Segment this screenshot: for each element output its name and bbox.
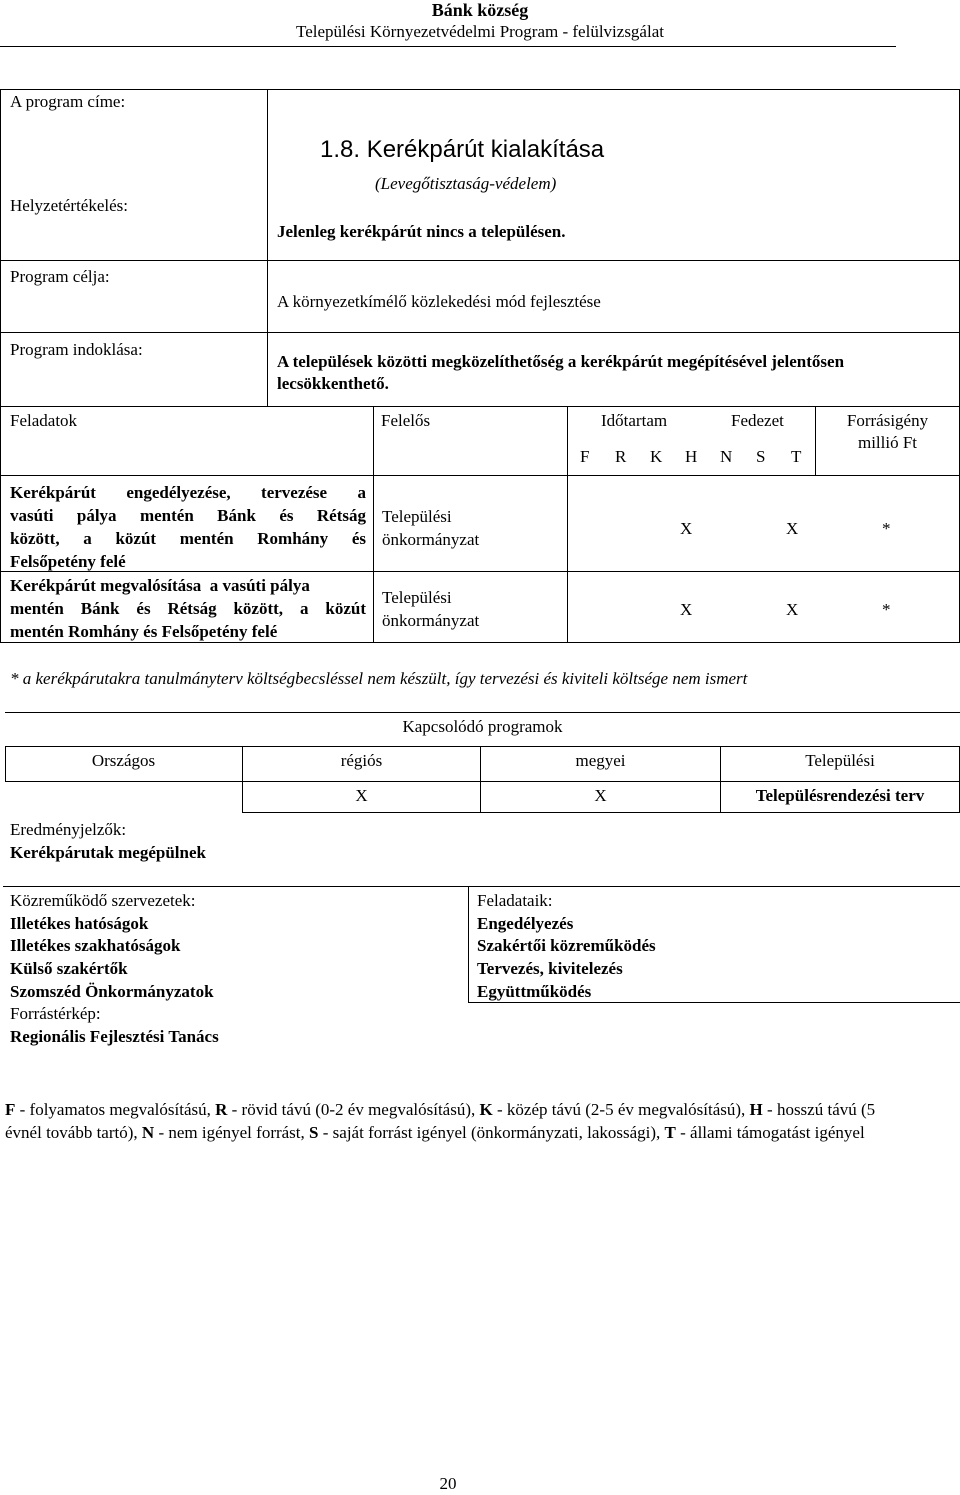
program-box-bottom xyxy=(0,406,960,407)
legend-key-t: T xyxy=(664,1122,676,1142)
tasks-col-duration-divider xyxy=(567,406,568,643)
letter-f: F xyxy=(580,447,590,466)
partners-box-bottom xyxy=(469,1002,960,1003)
duty-item-1: Engedélyezés xyxy=(477,914,574,933)
label-program-title: A program címe: xyxy=(10,92,126,111)
related-title-bottom xyxy=(5,746,960,747)
related-val-local: Településrendezési terv xyxy=(755,786,925,805)
tasks-col-responsible-divider xyxy=(373,406,374,643)
results-label: Eredményjelzők: xyxy=(10,820,127,839)
task-1-responsible-line-2: önkormányzat xyxy=(382,530,480,549)
partner-item-3: Külső szakértők xyxy=(10,959,128,978)
related-values-bottom xyxy=(243,812,960,813)
source-value: Regionális Fejlesztési Tanács xyxy=(10,1027,219,1046)
legend-key-h: H xyxy=(749,1100,763,1119)
related-header-bottom xyxy=(5,781,960,782)
page-number: 20 xyxy=(439,1474,457,1493)
task-1-line-3: között, a közút mentén Romhány és xyxy=(10,529,366,548)
justification-text-line-1: A települések közötti megközelíthetőség a kerékpárút megépítésével jelentősen xyxy=(277,352,845,371)
header-cost-line-1: Forrásigény xyxy=(846,411,929,430)
program-box-divider-1 xyxy=(0,260,960,261)
task-1-duration-mark: X xyxy=(680,519,693,538)
letter-s: S xyxy=(756,447,766,466)
task-1-line-1: Kerékpárút engedélyezése, tervezése a xyxy=(10,483,366,502)
label-assessment: Helyzetértékelés: xyxy=(10,196,128,215)
legend-text-k: - közép távú (2-5 év megvalósítású), xyxy=(492,1100,750,1119)
tasks-table-left xyxy=(0,406,1,643)
task-2-line-2: mentén Bánk és Rétság között, a közút xyxy=(10,599,366,618)
legend-key-k: K xyxy=(479,1100,493,1119)
document-subtitle: Települési Környezetvédelmi Program - felülvizsgálat xyxy=(296,22,664,41)
task-1-funding-mark: X xyxy=(786,519,799,538)
partner-item-2: Illetékes szakhatóságok xyxy=(10,936,181,955)
header-responsible: Felelős xyxy=(381,411,431,430)
related-col-regional: régiós xyxy=(340,751,383,770)
duties-label: Feladataik: xyxy=(477,891,553,910)
task-1-cost: * xyxy=(882,519,891,538)
legend-key-n: N xyxy=(141,1122,155,1142)
tasks-table-bottom xyxy=(0,642,960,643)
partner-item-1: Illetékes hatóságok xyxy=(10,914,149,933)
duty-item-4: Együttműködés xyxy=(477,982,592,1001)
goal-text: A környezetkímélő közlekedési mód fejlesztése xyxy=(277,292,601,311)
legend-text-n: - nem igényel forrást, xyxy=(154,1122,310,1142)
task-2-funding-mark: X xyxy=(786,600,799,619)
legend-text-t: - állami támogatást igényel xyxy=(675,1122,865,1142)
header-divider xyxy=(0,46,896,47)
task-2-line-3: mentén Romhány és Felsőpetény felé xyxy=(10,622,278,641)
letter-k: K xyxy=(650,447,663,466)
legend-key-r: R xyxy=(215,1100,228,1119)
partners-box-top xyxy=(3,886,960,887)
related-col-national: Országos xyxy=(91,751,156,770)
task-1-line-4: Felsőpetény felé xyxy=(10,552,126,571)
label-goal: Program célja: xyxy=(10,267,110,286)
related-val-county: X xyxy=(594,786,607,805)
tasks-header-bottom xyxy=(0,475,960,476)
program-title: 1.8. Kerékpárút kialakítása xyxy=(320,136,605,163)
legend-key-f: F xyxy=(5,1100,16,1119)
task-2-line-1: Kerékpárút megvalósítása a vasúti pálya xyxy=(10,576,310,595)
source-label: Forrástérkép: xyxy=(10,1004,101,1023)
results-value: Kerékpárutak megépülnek xyxy=(10,843,206,862)
task-2-responsible-line-2: önkormányzat xyxy=(382,611,480,630)
legend xyxy=(5,1099,905,1144)
task-1-line-2: vasúti pálya mentén Bánk és Rétság xyxy=(10,506,366,525)
header-duration: Időtartam xyxy=(601,411,668,430)
header-tasks: Feladatok xyxy=(10,411,78,430)
program-box-top xyxy=(0,89,960,90)
legend-text-s: - saját forrást igényel (önkormányzati, lakossági), xyxy=(318,1122,665,1142)
legend-text-h: - hosszú távú (5 évnél tovább tartó), xyxy=(5,1100,880,1142)
task-2-responsible-line-1: Települési xyxy=(382,588,452,607)
duty-item-3: Tervezés, kivitelezés xyxy=(477,959,623,978)
justification-text-line-2: lecsökkenthető. xyxy=(277,374,389,393)
task-2-duration-mark: X xyxy=(680,600,693,619)
letter-r: R xyxy=(615,447,627,466)
tasks-row-divider xyxy=(0,571,960,572)
program-box-divider-2 xyxy=(0,332,960,333)
cost-footnote: * a kerékpárutakra tanulmányterv költségbecsléssel nem készült, így tervezési és kiviteli költsége nem ismert xyxy=(10,669,748,688)
duty-item-2: Szakértői közreműködés xyxy=(477,936,656,955)
related-col-local: Települési xyxy=(805,751,875,770)
legend-key-s: S xyxy=(309,1122,319,1142)
related-top xyxy=(5,712,960,713)
related-col-county: megyei xyxy=(575,751,626,770)
task-2-cost: * xyxy=(882,600,891,619)
header-cost-line-2: millió Ft xyxy=(857,433,918,452)
letter-h: H xyxy=(685,447,698,466)
partners-box-divider xyxy=(468,886,469,1003)
legend-text-r: - rövid távú (0-2 év megvalósítású), xyxy=(227,1100,480,1119)
assessment-text: Jelenleg kerékpárút nincs a településen. xyxy=(277,222,566,241)
related-val-regional: X xyxy=(355,786,368,805)
partners-label: Közreműködő szervezetek: xyxy=(10,891,196,910)
program-category: (Levegőtisztaság-védelem) xyxy=(375,174,557,193)
legend-text-f: - folyamatos megvalósítású, xyxy=(15,1100,216,1119)
document-title: Bánk község xyxy=(431,0,529,20)
related-title: Kapcsolódó programok xyxy=(402,717,563,736)
program-box-middle xyxy=(267,89,268,407)
program-box-left xyxy=(0,89,1,407)
task-1-responsible-line-1: Települési xyxy=(382,507,452,526)
header-funding: Fedezet xyxy=(731,411,784,430)
partner-item-4: Szomszéd Önkormányzatok xyxy=(10,982,214,1001)
label-justification: Program indoklása: xyxy=(10,340,143,359)
letter-n: N xyxy=(720,447,733,466)
letter-t: T xyxy=(791,447,802,466)
